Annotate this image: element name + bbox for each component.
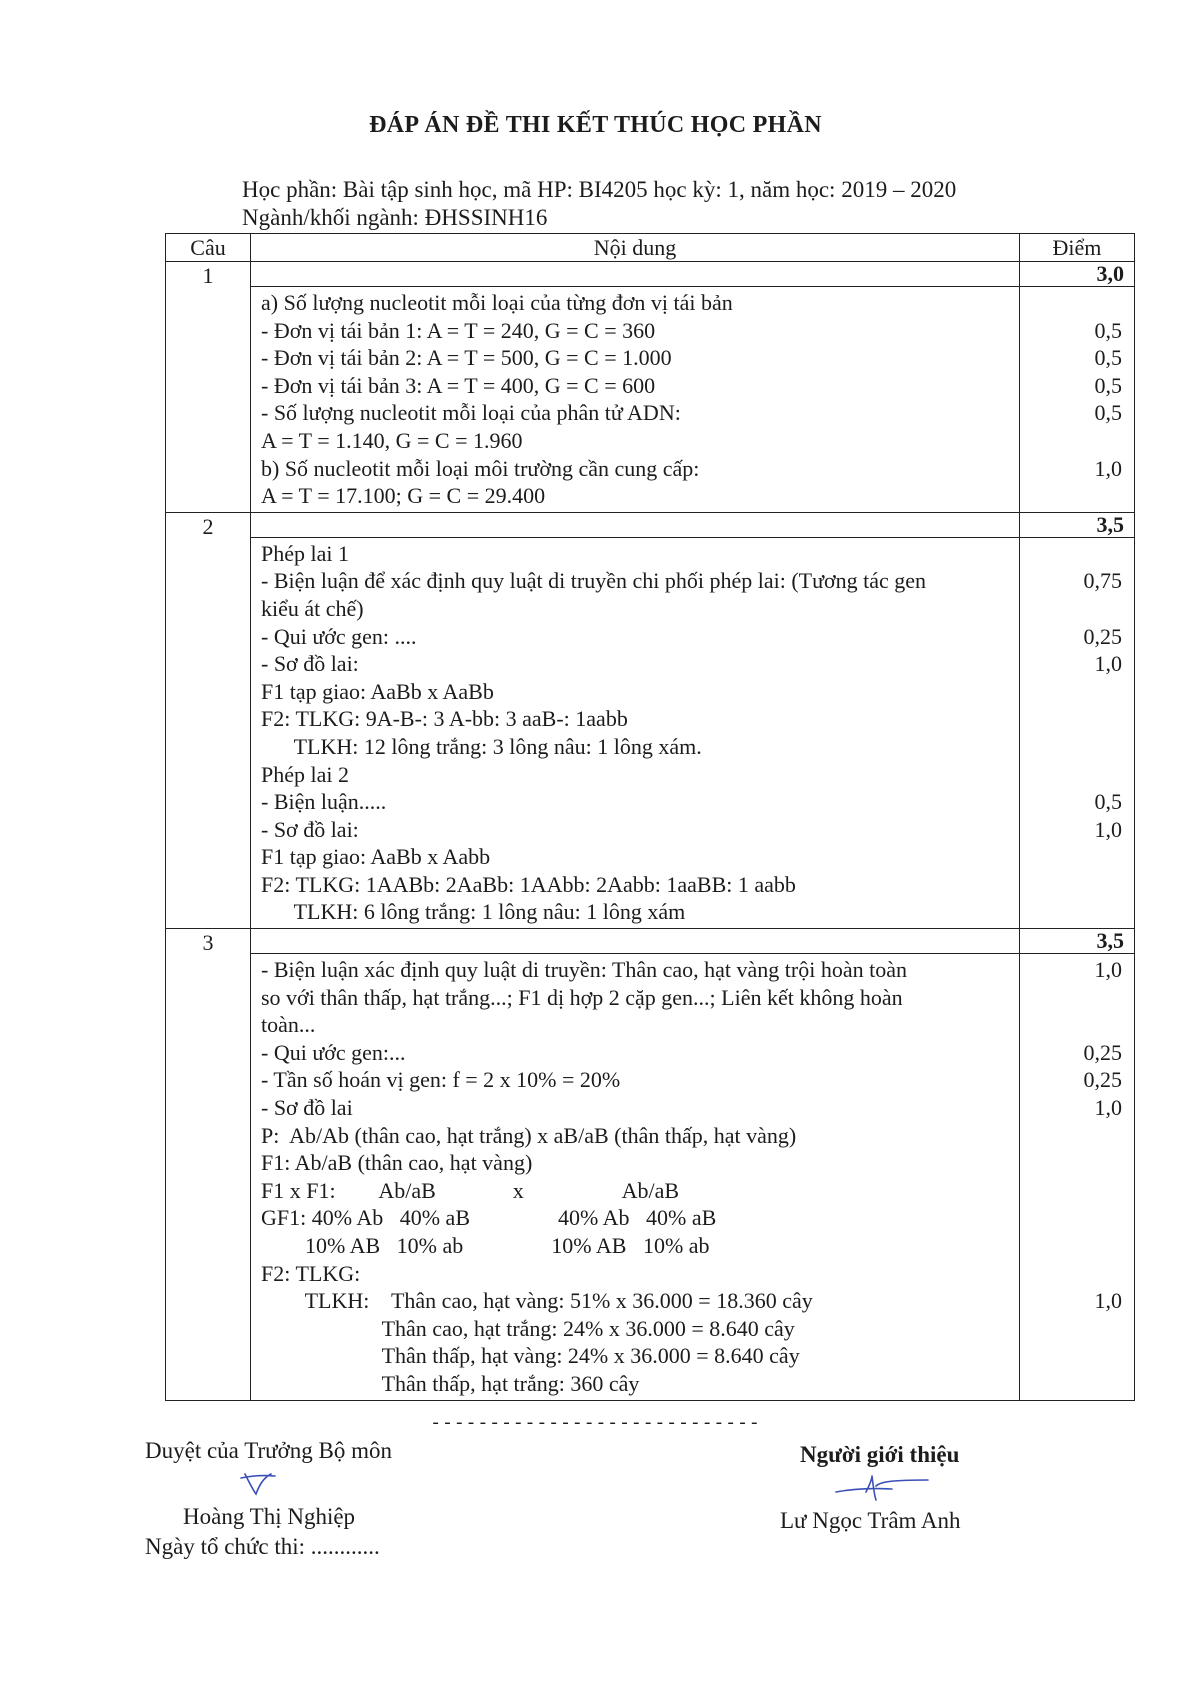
q3-number: 3	[166, 929, 251, 1401]
content-line: 10% AB 10% ab 10% AB 10% ab	[261, 1233, 710, 1258]
q1-total-blank	[251, 262, 1020, 287]
score-value	[1020, 1260, 1122, 1288]
content-line: Thân cao, hạt trắng: 24% x 36.000 = 8.640 cây	[261, 1315, 795, 1341]
q2-number: 2	[166, 512, 251, 928]
score-value	[1020, 1149, 1122, 1177]
content-line: - Qui ước gen:...	[261, 1039, 406, 1065]
content-line: - Số lượng nucleotit mỗi loại của phân tử ADN:	[261, 400, 681, 426]
content-line: - Biện luận để xác định quy luật di truyền chi phối phép lai: (Tương tác gen	[261, 568, 927, 594]
q3-content-row	[166, 954, 1135, 1401]
approver-block	[145, 1436, 392, 1562]
content-line: A = T = 1.140, G = C = 1.960	[261, 427, 523, 453]
score-value	[1020, 843, 1122, 871]
page-title: ĐÁP ÁN ĐỀ THI KẾT THÚC HỌC PHẦN	[369, 112, 822, 138]
score-value	[1020, 705, 1122, 733]
score-value: 0,25	[1083, 1039, 1122, 1065]
major-info: Ngành/khối ngành: ĐHSSINH16	[242, 205, 548, 230]
content-line: - Biện luận.....	[261, 789, 387, 815]
q2-content-row	[166, 537, 1135, 928]
score-value	[1020, 1011, 1122, 1039]
presenter-block	[780, 1440, 961, 1536]
header-question: Câu	[166, 234, 251, 262]
q1-content-row	[166, 287, 1135, 513]
score-value: 1,0	[1094, 455, 1122, 481]
content-line: - Đơn vị tái bản 3: A = T = 400, G = C = 600	[261, 372, 656, 398]
content-line: F2: TLKG:	[261, 1260, 361, 1286]
content-line: b) Số nucleotit mỗi loại môi trường cần cung cấp:	[261, 455, 700, 481]
approver-name: Hoàng Thị Nghiệp	[183, 1504, 356, 1529]
content-line: Phép lai 2	[261, 761, 349, 787]
content-line: F1 tạp giao: AaBb x Aabb	[261, 844, 491, 870]
score-value: 0,75	[1083, 568, 1122, 594]
content-line: Thân thấp, hạt vàng: 24% x 36.000 = 8.640 cây	[261, 1343, 800, 1369]
score-value	[1020, 289, 1122, 317]
presenter-name: Lư Ngọc Trâm Anh	[780, 1508, 961, 1533]
score-value	[1020, 898, 1122, 926]
score-value: 1,0	[1094, 1288, 1122, 1314]
q2-scores	[1020, 537, 1135, 928]
content-line: Thân thấp, hạt trắng: 360 cây	[261, 1370, 640, 1396]
approver-title: Duyệt của Trưởng Bộ môn	[145, 1438, 392, 1463]
content-line: - Biện luận xác định quy luật di truyền: Thân cao, hạt vàng trội hoàn toàn	[261, 957, 907, 983]
content-line: F1 tạp giao: AaBb x AaBb	[261, 678, 494, 704]
score-value: 1,0	[1094, 1095, 1122, 1121]
content-line: Phép lai 1	[261, 540, 349, 566]
content-line: - Qui ước gen: ....	[261, 623, 417, 649]
content-line: - Tần số hoán vị gen: f = 2 x 10% = 20%	[261, 1067, 621, 1093]
score-value: 0,25	[1083, 623, 1122, 649]
score-value: 0,5	[1094, 789, 1122, 815]
content-line: A = T = 17.100; G = C = 29.400	[261, 483, 546, 509]
content-line: - Sơ đồ lai:	[261, 651, 359, 677]
content-line: F2: TLKG: 9A-B-: 3 A-bb: 3 aaB-: 1aabb	[261, 706, 628, 732]
content-line: a) Số lượng nucleotit mỗi loại của từng đơn vị tái bản	[261, 290, 733, 315]
score-value: 0,5	[1094, 317, 1122, 343]
content-line: - Đơn vị tái bản 2: A = T = 500, G = C = 1.000	[261, 345, 672, 371]
score-value: 1,0	[1094, 816, 1122, 842]
q2-total-score: 3,5	[1020, 512, 1135, 537]
score-value	[1020, 678, 1122, 706]
content-line: P: Ab/Ab (thân cao, hạt trắng) x aB/aB (thân thấp, hạt vàng)	[261, 1122, 797, 1148]
q1-scores	[1020, 287, 1135, 513]
score-value	[1020, 1370, 1122, 1398]
score-value	[1020, 1315, 1122, 1343]
content-line: GF1: 40% Ab 40% aB 40% Ab 40% aB	[261, 1205, 717, 1231]
score-value	[1020, 1232, 1122, 1260]
q3-total-score: 3,5	[1020, 929, 1135, 954]
q3-content	[251, 954, 1020, 1401]
content-line: F2: TLKG: 1AABb: 2AaBb: 1AAbb: 2Aabb: 1aaBB: 1 aabb	[261, 871, 796, 897]
score-value	[1020, 1342, 1122, 1370]
score-value	[1020, 984, 1122, 1012]
content-line: - Sơ đồ lai	[261, 1095, 353, 1121]
q2-total-blank	[251, 512, 1020, 537]
q2-content	[251, 537, 1020, 928]
q1-total-row	[166, 262, 1135, 287]
content-line: - Sơ đồ lai:	[261, 816, 359, 842]
q3-scores	[1020, 954, 1135, 1401]
approver-signature-icon	[145, 1468, 285, 1502]
header-content: Nội dung	[251, 234, 1020, 262]
q1-content	[251, 287, 1020, 513]
score-value	[1020, 540, 1122, 568]
content-line: TLKH: Thân cao, hạt vàng: 51% x 36.000 = 18.360 cây	[261, 1288, 813, 1314]
presenter-title: Người giới thiệu	[800, 1442, 960, 1467]
content-line: TLKH: 12 lông trắng: 3 lông nâu: 1 lông xám.	[261, 733, 702, 759]
score-value: 1,0	[1094, 651, 1122, 677]
score-value: 1,0	[1094, 957, 1122, 983]
score-value	[1020, 1204, 1122, 1232]
score-value	[1020, 733, 1122, 761]
content-line: TLKH: 6 lông trắng: 1 lông nâu: 1 lông xám	[261, 899, 686, 925]
score-value	[1020, 595, 1122, 623]
exam-date-line: Ngày tổ chức thi: ............	[145, 1534, 380, 1559]
table-header-row	[166, 234, 1135, 262]
score-value	[1020, 1122, 1122, 1150]
content-line: F1: Ab/aB (thân cao, hạt vàng)	[261, 1150, 533, 1176]
content-line: F1 x F1: Ab/aB x Ab/aB	[261, 1177, 680, 1203]
content-line: so với thân thấp, hạt trắng...; F1 dị hợp 2 cặp gen...; Liên kết không hoàn	[261, 984, 903, 1010]
score-value	[1020, 871, 1122, 899]
content-line: - Đơn vị tái bản 1: A = T = 240, G = C = 360	[261, 317, 656, 343]
score-value	[1020, 482, 1122, 510]
score-value: 0,5	[1094, 372, 1122, 398]
score-value: 0,5	[1094, 400, 1122, 426]
q1-number: 1	[166, 262, 251, 513]
score-value	[1020, 427, 1122, 455]
q3-total-row	[166, 929, 1135, 954]
course-info: Học phần: Bài tập sinh học, mã HP: BI4205 học kỳ: 1, năm học: 2019 – 2020	[242, 177, 957, 202]
score-value: 0,5	[1094, 345, 1122, 371]
header-score: Điểm	[1020, 234, 1135, 262]
q2-total-row	[166, 512, 1135, 537]
content-line: kiểu át chế)	[261, 595, 364, 621]
q1-total-score: 3,0	[1020, 262, 1135, 287]
score-value	[1020, 1177, 1122, 1205]
score-value: 0,25	[1083, 1067, 1122, 1093]
separator-line: ----------------------------	[430, 1414, 761, 1434]
presenter-signature-icon	[780, 1472, 940, 1506]
answer-table	[165, 233, 1135, 1401]
score-value	[1020, 761, 1122, 789]
content-line: toàn...	[261, 1012, 316, 1038]
q3-total-blank	[251, 929, 1020, 954]
